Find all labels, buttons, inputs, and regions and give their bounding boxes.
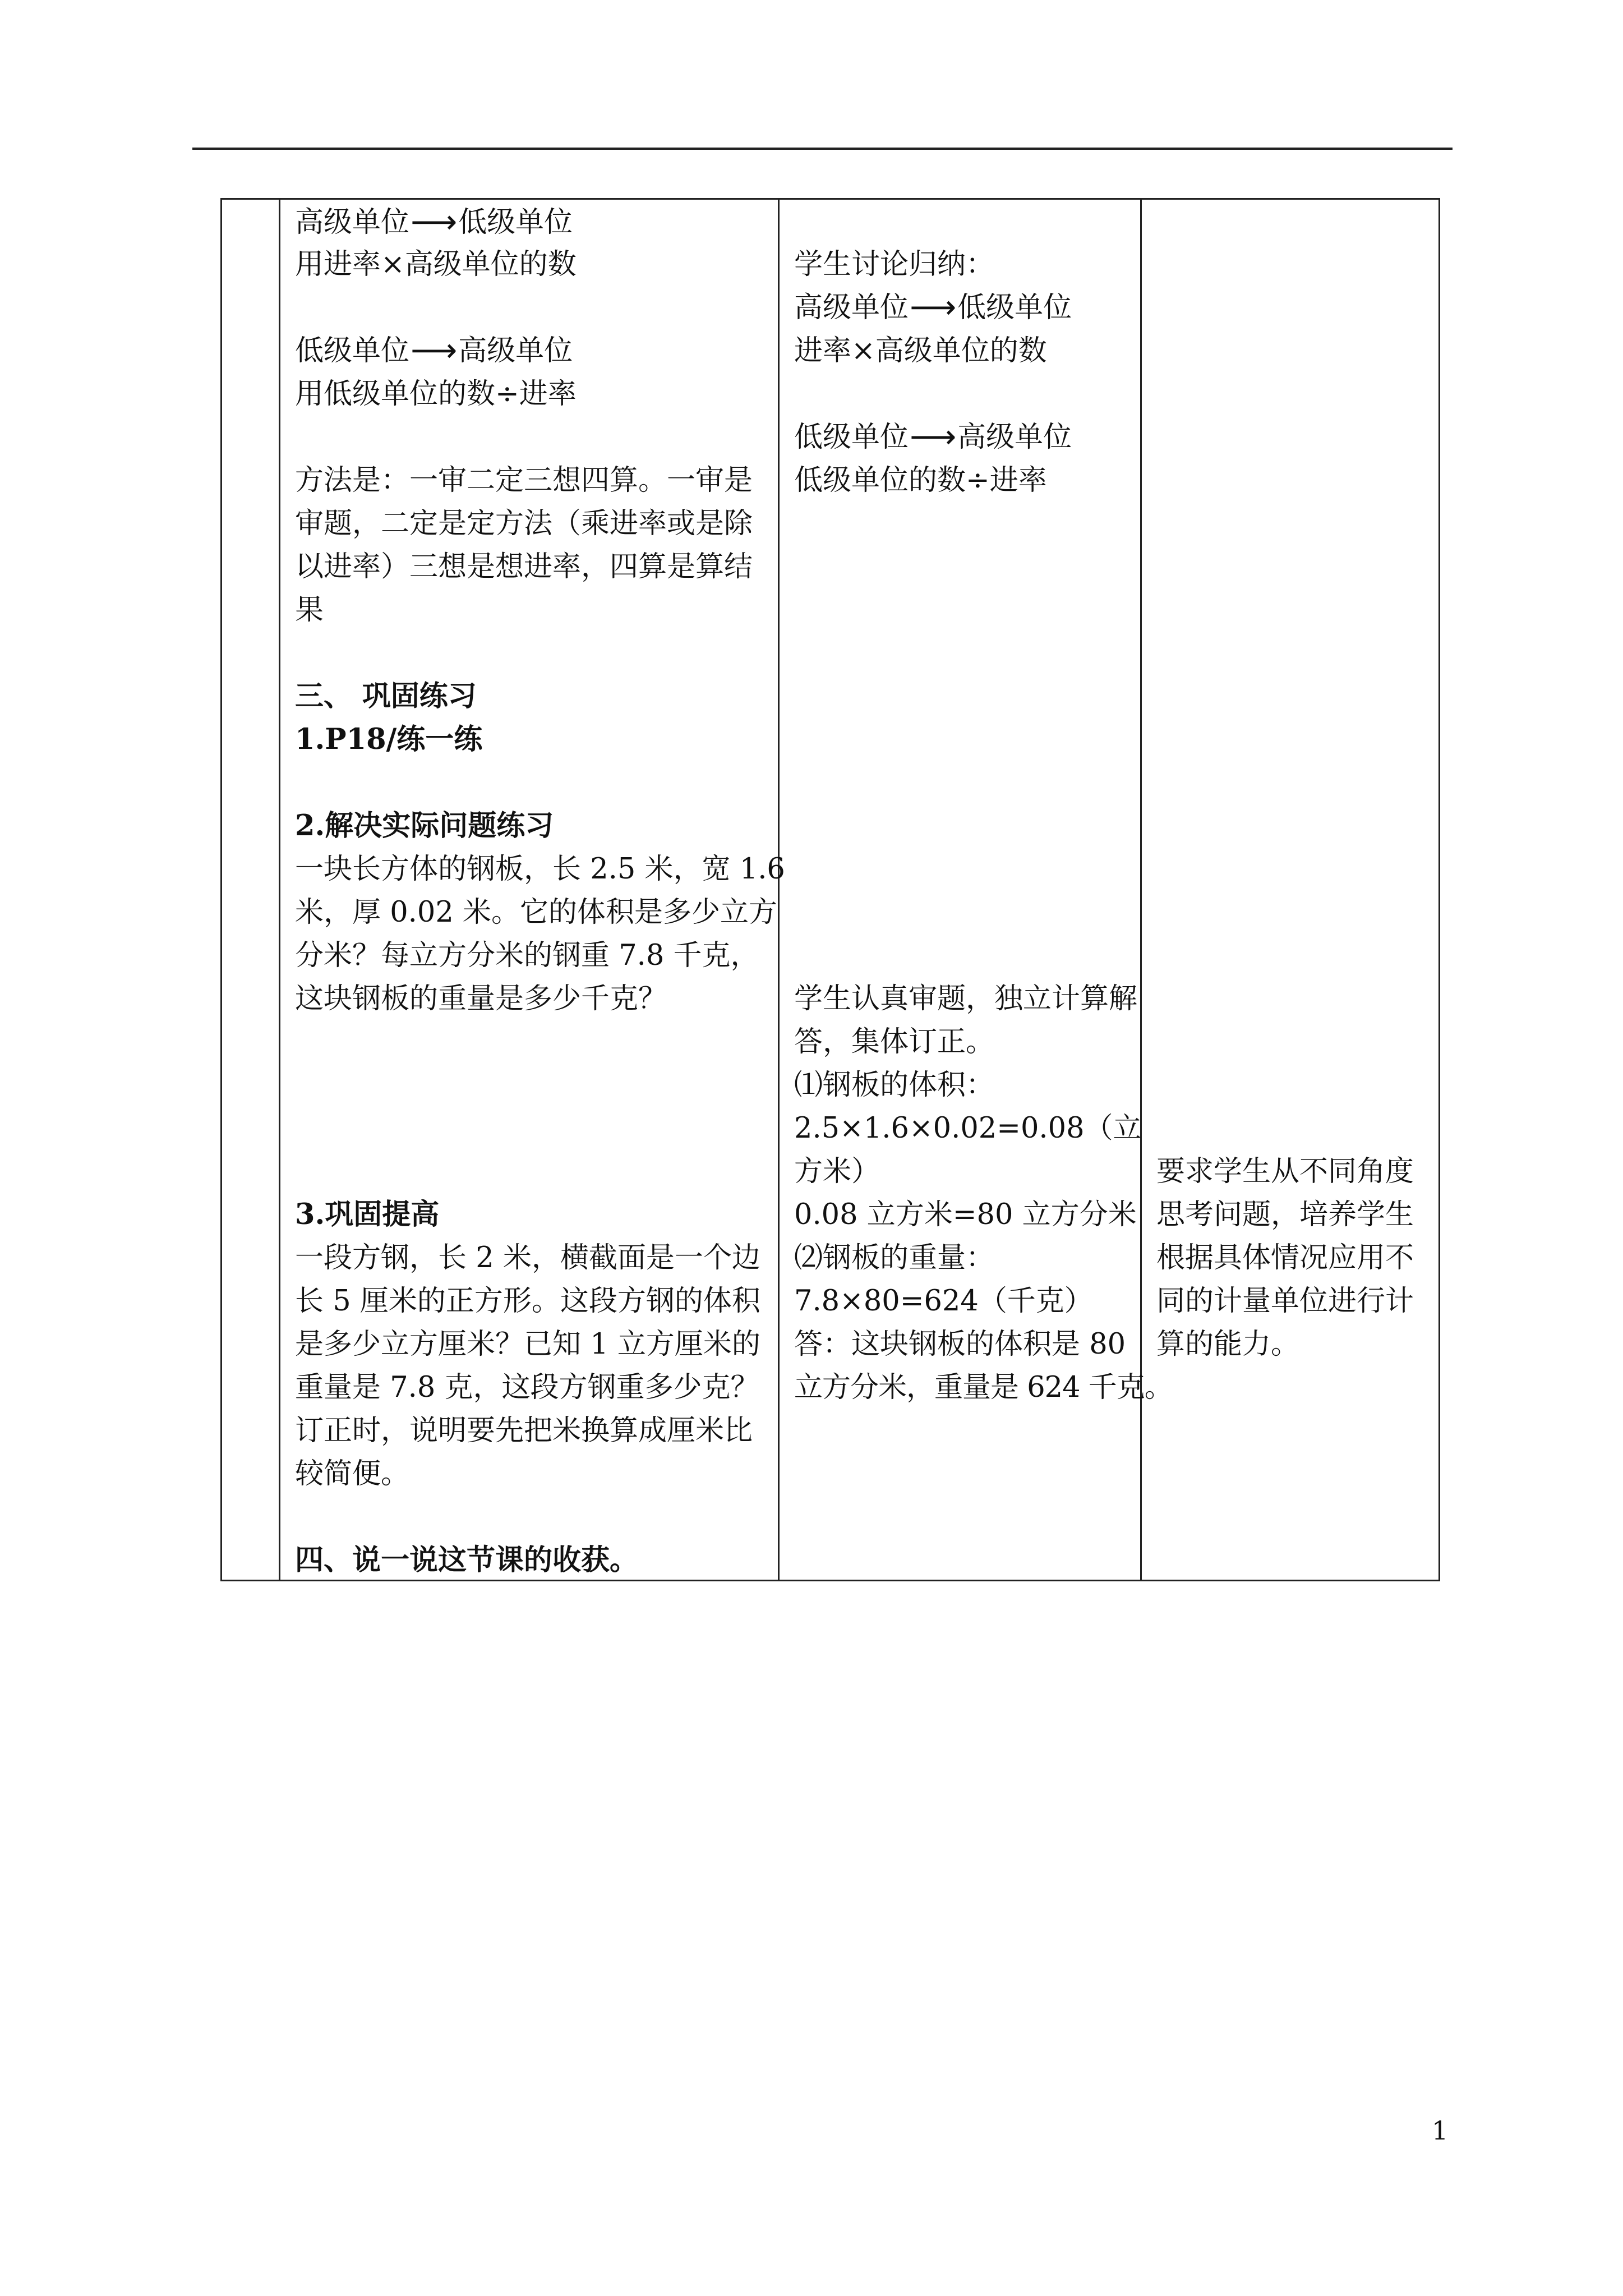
- arrow-right-icon: ⟶: [411, 331, 458, 369]
- exercise-2-line: 一块长方体的钢板，长 2.5 米，宽 1.6: [295, 853, 785, 886]
- section-3-title: 三、 巩固练习: [295, 679, 477, 713]
- exercise-3-line: 订正时，说明要先把米换算成厘米比: [295, 1414, 753, 1447]
- student-answer-line: ⑵钢板的重量：: [794, 1241, 995, 1274]
- student-low-to-high-rule: 低级单位的数÷进率: [794, 464, 1047, 497]
- exercise-3-line: 重量是 7.8 克，这段方钢重多少克？: [295, 1371, 759, 1404]
- student-answer-line: 学生认真审题，独立计算解: [794, 982, 1138, 1015]
- exercise-2-line: 米，厚 0.02 米。它的体积是多少立方: [295, 896, 777, 929]
- student-answer-line: 立方分米，重量是 624 千克。: [794, 1371, 1173, 1404]
- exercise-2-title: 2.解决实际问题练习: [295, 809, 554, 843]
- student-high-to-low-rule: 进率×高级单位的数: [794, 334, 1047, 367]
- exercise-3-line: 长 5 厘米的正方形。这段方钢的体积: [295, 1285, 760, 1318]
- student-high-to-low: [794, 286, 1072, 329]
- exercise-2-line: 这块钢板的重量是多少千克？: [295, 982, 667, 1015]
- student-discuss: 学生讨论归纳：: [794, 248, 995, 281]
- exercise-2-line: 分米？每立方分米的钢重 7.8 千克，: [295, 939, 759, 972]
- conversion-to: 高级单位: [458, 334, 573, 367]
- blank-cell: [222, 199, 280, 1581]
- header-rule: [192, 148, 1453, 150]
- exercise-3-title: 3.巩固提高: [295, 1198, 440, 1231]
- section-4-title: 四、说一说这节课的收获。: [295, 1543, 639, 1577]
- conversion-low-to-high-rule: 用低级单位的数÷进率: [295, 378, 577, 411]
- intent-line: 算的能力。: [1156, 1328, 1300, 1361]
- conversion-from: 高级单位: [794, 291, 909, 324]
- design-intent-cell: [1141, 199, 1440, 1581]
- method-line: 果: [295, 593, 324, 627]
- intent-line: 思考问题，培养学生: [1156, 1198, 1414, 1231]
- method-line: 方法是：一审二定三想四算。一审是: [295, 464, 753, 497]
- conversion-from: 高级单位: [295, 206, 410, 239]
- arrow-right-icon: ⟶: [411, 203, 458, 241]
- conversion-low-to-high: [295, 329, 573, 372]
- conversion-to: 低级单位: [458, 206, 573, 239]
- student-answer-line: 0.08 立方米=80 立方分米: [794, 1198, 1137, 1231]
- conversion-from: 低级单位: [794, 421, 909, 454]
- method-line: 审题，二定是定方法（乘进率或是除: [295, 507, 753, 540]
- exercise-3-line: 较简便。: [295, 1457, 410, 1490]
- exercise-3-line: 一段方钢，长 2 米，横截面是一个边: [295, 1241, 760, 1274]
- teacher-activity-cell: [280, 199, 785, 1581]
- student-answer-line: ⑴钢板的体积：: [794, 1069, 995, 1102]
- arrow-right-icon: ⟶: [910, 288, 957, 326]
- method-line: 以进率）三想是想进率，四算是算结: [295, 550, 753, 583]
- intent-line: 根据具体情况应用不: [1156, 1241, 1414, 1274]
- page-number: 1: [1432, 2115, 1449, 2146]
- intent-line: 同的计量单位进行计: [1156, 1285, 1414, 1318]
- conversion-high-to-low: [295, 201, 573, 244]
- student-answer-line: 方米）: [794, 1155, 880, 1188]
- conversion-to: 低级单位: [957, 291, 1072, 324]
- student-answer-line: 答：这块钢板的体积是 80: [794, 1328, 1126, 1361]
- student-answer-line: 2.5×1.6×0.02=0.08（立: [794, 1112, 1142, 1145]
- student-low-to-high: [794, 416, 1072, 459]
- student-answer-line: 7.8×80=624（千克）: [794, 1285, 1093, 1318]
- conversion-to: 高级单位: [957, 421, 1072, 454]
- intent-line: 要求学生从不同角度: [1156, 1155, 1414, 1188]
- student-answer-line: 答，集体订正。: [794, 1025, 995, 1059]
- student-activity-cell: [779, 199, 1173, 1581]
- exercise-1: 1.P18/练一练: [295, 723, 483, 756]
- table-row: [222, 199, 1440, 1581]
- arrow-right-icon: ⟶: [910, 417, 957, 455]
- exercise-3-line: 是多少立方厘米？已知 1 立方厘米的: [295, 1328, 760, 1361]
- conversion-from: 低级单位: [295, 334, 410, 367]
- conversion-high-to-low-rule: 用进率×高级单位的数: [295, 248, 577, 281]
- lesson-plan-table: [220, 198, 1440, 1581]
